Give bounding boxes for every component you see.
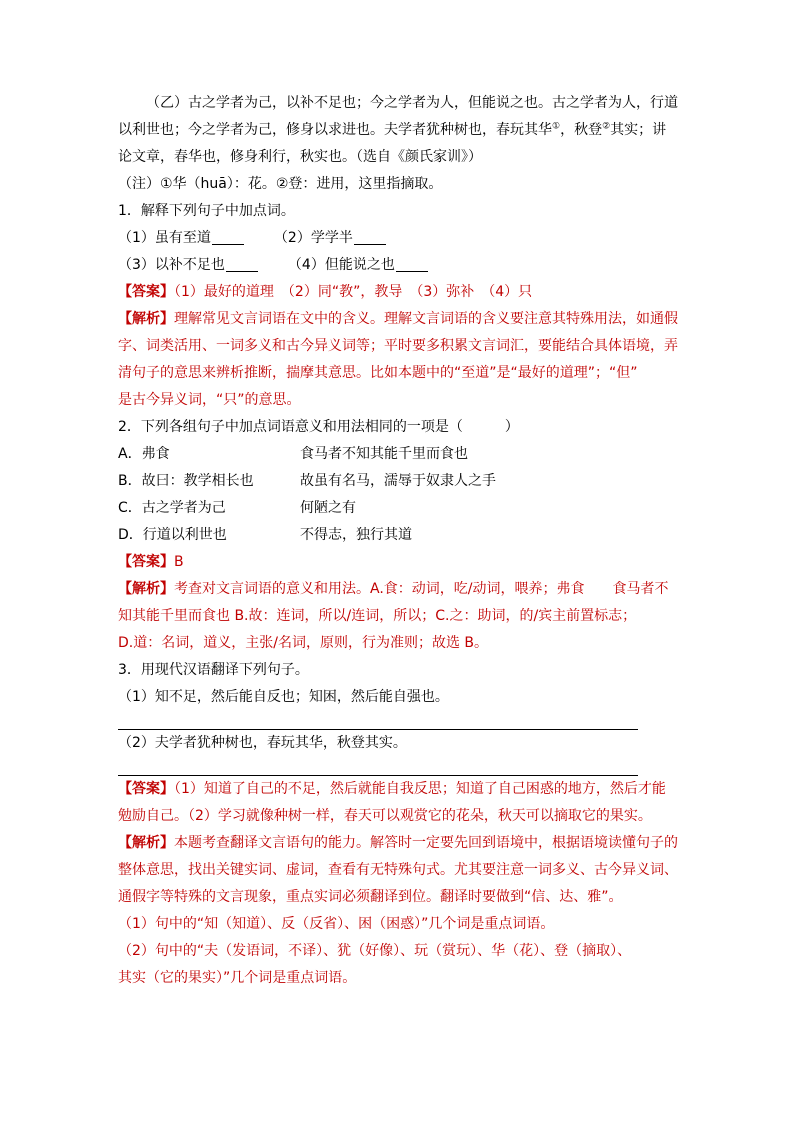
question-3-sentence-2: （2）夫学者犹种树也，春玩其华，秋登其实。 bbox=[118, 735, 407, 751]
footnote-marker: ② bbox=[602, 121, 611, 132]
answer-blank[interactable] bbox=[226, 257, 258, 272]
analysis-line: 整体意思，找出关键实词、虚词，查看有无特殊句式。尤其要注意一词多义、古今异义词、 bbox=[118, 862, 678, 878]
option-b[interactable]: B．故曰：教学相长也 故虽有名马，濡辱于奴隶人之手 bbox=[118, 473, 496, 489]
answer-tag: 【答案】 bbox=[118, 781, 174, 797]
question-3-title: 3．用现代汉语翻译下列句子。 bbox=[118, 662, 309, 678]
analysis-line: 字、词类活用、一词多义和古今异义词等；平时要多积累文言词汇，要能结合具体语境，弄 bbox=[118, 338, 678, 354]
analysis-line: 其实（它的果实）”几个词是重点词语。 bbox=[118, 970, 357, 986]
passage-line: 论文章，春华也，修身利行，秋实也。（选自《颜氏家训》） bbox=[118, 149, 482, 165]
analysis-line: 知其能千里而食也 B.故：连词，所以/连词，所以；C.之：助词，的/宾主前置标志； bbox=[118, 608, 637, 624]
question-1-analysis: 【解析】理解常见文言词语在文中的含义。理解文言词语的含义要注意其特殊用法，如通假 bbox=[118, 311, 678, 327]
answer-blank[interactable] bbox=[354, 230, 386, 245]
answer-line[interactable] bbox=[118, 757, 638, 776]
passage-line: 以利世也；今之学者为己，修身以求进也。夫学者犹种树也，春玩其华①，秋登②其实；讲 bbox=[118, 121, 667, 138]
answer-blank[interactable] bbox=[396, 257, 428, 272]
analysis-line: 是古今异义词，“只”的意思。 bbox=[118, 392, 301, 408]
question-3-analysis: 【解析】本题考查翻译文言语句的能力。解答时一定要先回到语境中，根据语境读懂句子的 bbox=[118, 835, 678, 851]
passage-note: （注）①华（huā）：花。②登：进用，这里指摘取。 bbox=[118, 176, 443, 192]
question-3-sentence-1: （1）知不足，然后能自反也；知困，然后能自强也。 bbox=[118, 689, 449, 705]
analysis-tag: 【解析】 bbox=[118, 581, 174, 597]
question-1-answer: 【答案】（1）最好的道理 （2）同“教”，教导 （3）弥补 （4）只 bbox=[118, 284, 533, 300]
question-2-title: 2．下列各组句子中加点词语意义和用法相同的一项是（ ） bbox=[118, 419, 519, 435]
question-1-items-row: （3）以补不足也 （4）但能说之也 bbox=[118, 252, 678, 279]
analysis-line: （2）句中的“夫（发语词，不译）、犹（好像）、玩（赏玩）、华（花）、登（摘取）、 bbox=[118, 943, 632, 959]
analysis-tag: 【解析】 bbox=[118, 311, 174, 327]
question-3-answer: 【答案】（1）知道了自己的不足，然后就能自我反思；知道了自己困惑的地方，然后才能 bbox=[118, 781, 666, 797]
analysis-tag: 【解析】 bbox=[118, 835, 174, 851]
option-c[interactable]: C．古之学者为己 何陋之有 bbox=[118, 500, 356, 516]
question-2-answer: 【答案】B bbox=[118, 554, 184, 570]
answer-tag: 【答案】 bbox=[118, 554, 174, 570]
question-2-analysis: 【解析】考查对文言词语的意义和用法。A.食：动词，吃/动词，喂养；弗食 食马者不 bbox=[118, 581, 669, 597]
analysis-line: （1）句中的“知（知道）、反（反省）、困（困惑）”几个词是重点词语。 bbox=[118, 916, 555, 932]
question-1-items-row: （1）虽有至道 （2）学学半 bbox=[118, 225, 678, 252]
answer-blank[interactable] bbox=[212, 230, 244, 245]
option-a[interactable]: A．弗食 食马者不知其能千里而食也 bbox=[118, 446, 468, 462]
question-1-title: 1．解释下列句子中加点词。 bbox=[118, 203, 295, 219]
answer-line[interactable] bbox=[118, 711, 638, 730]
answer-line-text: 勉励自己。（2）学习就像种树一样，春天可以观赏它的花朵，秋天可以摘取它的果实。 bbox=[118, 808, 652, 824]
footnote-marker: ① bbox=[552, 121, 561, 132]
analysis-line: 清句子的意思来辨析推断，揣摩其意思。比如本题中的“至道”是“最好的道理”；“但” bbox=[118, 365, 638, 381]
document-page bbox=[118, 90, 678, 992]
option-d[interactable]: D．行道以利世也 不得志，独行其道 bbox=[118, 527, 412, 543]
analysis-line: D.道：名词，道义，主张/名词，原则，行为准则；故选 B。 bbox=[118, 635, 489, 651]
analysis-line: 通假字等特殊的文言现象，重点实词必须翻译到位。翻译时要做到“信、达、雅”。 bbox=[118, 889, 623, 905]
answer-tag: 【答案】 bbox=[118, 284, 174, 300]
passage-line: （乙）古之学者为己，以补不足也；今之学者为人，但能说之也。古之学者为人，行道 bbox=[146, 95, 678, 111]
